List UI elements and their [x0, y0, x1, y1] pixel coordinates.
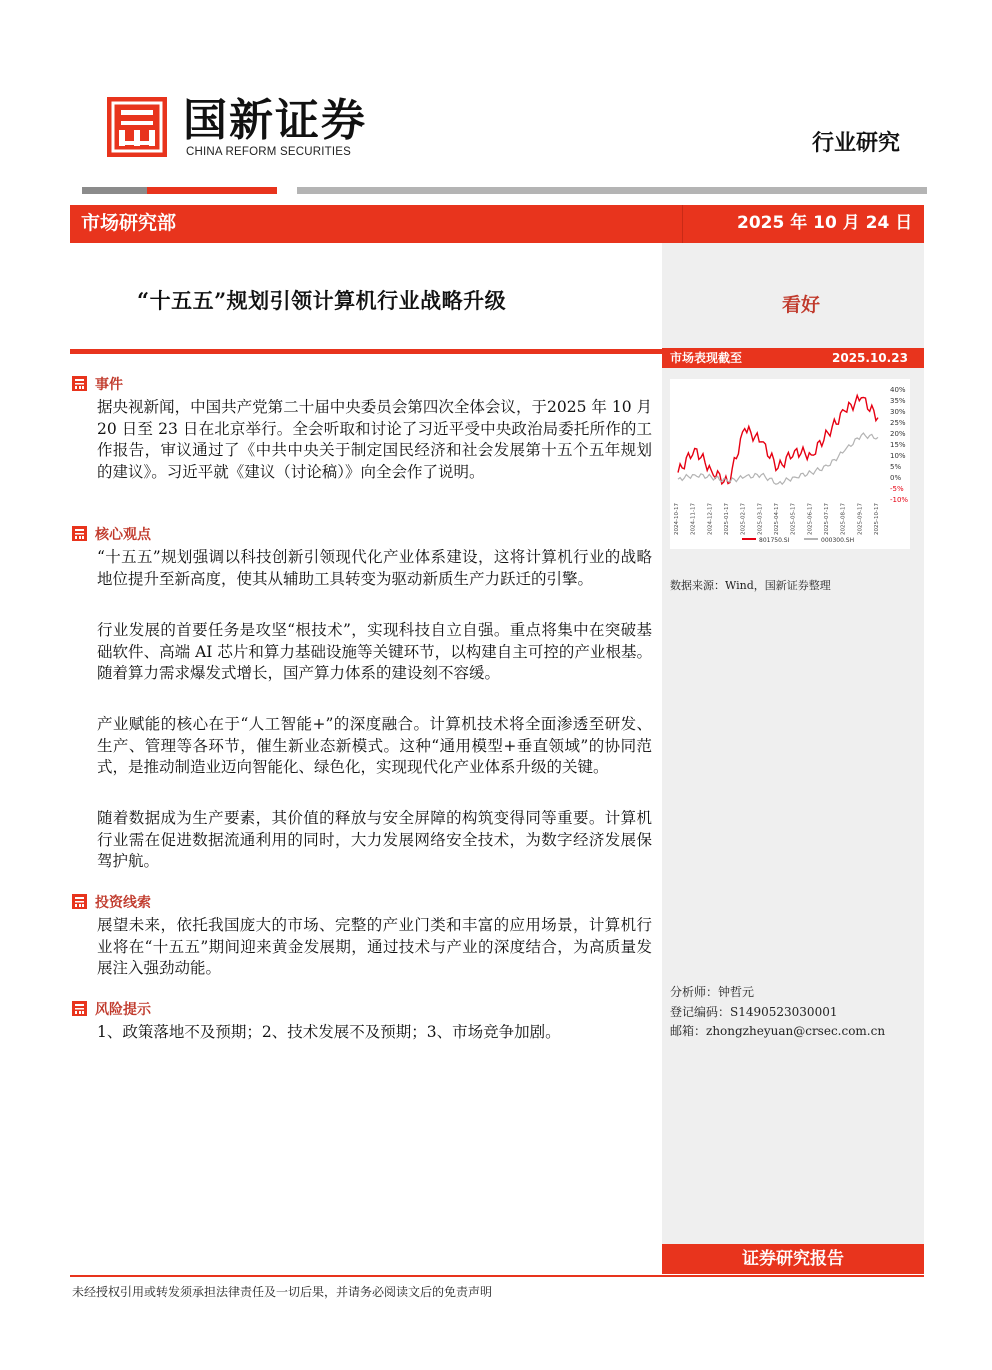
- report-title: “十五五”规划引领计算机行业战略升级: [137, 288, 507, 313]
- x-tick-label: 2024-10-17: [674, 503, 680, 535]
- analyst-name: 分析师：钟哲元: [670, 985, 755, 999]
- section-risk-header: [72, 999, 151, 1019]
- x-tick-label: 2025-03-17: [757, 503, 764, 535]
- core-view-paragraph-4: 随着数据成为生产要素，其价值的释放与安全屏障的构筑变得同等重要。计算机行业需在促进数据流通利用的同时，大力发展网络安全技术，为数字经济发展保驾护航。: [97, 809, 652, 871]
- x-tick-label: 2024-12-17: [707, 503, 714, 535]
- header-band-red: [147, 187, 277, 194]
- logo-chinese: 国新证券: [183, 95, 367, 146]
- section-bullet-icon: [72, 894, 87, 909]
- section-title-event: 事件: [95, 377, 123, 393]
- logo-english: CHINA REFORM SECURITIES: [186, 146, 351, 158]
- footer-divider: [70, 1275, 924, 1277]
- y-tick-label: -5%: [890, 485, 904, 493]
- y-tick-label: 25%: [890, 419, 906, 427]
- y-tick-label: 30%: [890, 408, 906, 416]
- section-title-investment: 投资线索: [95, 895, 151, 911]
- department-label: 市场研究部: [81, 212, 177, 234]
- header-band-grey-left: [82, 187, 147, 194]
- performance-date: 2025.10.23: [832, 351, 908, 365]
- y-tick-label: 0%: [890, 474, 902, 482]
- section-core-header: [72, 524, 151, 544]
- legend-label: 801750.SI: [759, 537, 790, 544]
- x-tick-label: 2025-02-17: [740, 503, 747, 535]
- x-tick-label: 2025-05-17: [790, 503, 797, 535]
- report-type: 行业研究: [812, 130, 901, 156]
- analyst-registration: 登记编码：S1490523030001: [670, 1005, 838, 1019]
- header-band-grey-right: [297, 187, 927, 194]
- y-tick-label: 35%: [890, 397, 906, 405]
- y-tick-label: -10%: [890, 496, 909, 504]
- analyst-email: 邮箱：zhongzheyuan@crsec.com.cn: [670, 1024, 886, 1038]
- x-tick-label: 2025-06-17: [807, 503, 814, 535]
- event-paragraph: 据央视新闻，中国共产党第二十届中央委员会第四次全体会议，于2025 年 10 月 20 日至 23 日在北京举行。全会听取和讨论了习近平受中央政治局委托所作的工作报告，审议通过了《中共中央关于制定国民经济和社会发展第十五个五年规划的建议》。习近平就《建议（讨论稿）》向全会作了说明。: [97, 398, 652, 481]
- x-tick-label: 2025-09-17: [857, 503, 864, 535]
- logo-mark: [107, 97, 167, 157]
- series-line-801750.SI: [678, 395, 878, 484]
- section-event-header: [72, 374, 123, 394]
- x-tick-label: 2025-10-17: [874, 503, 880, 535]
- y-tick-label: 15%: [890, 441, 906, 449]
- performance-label: 市场表现截至: [670, 351, 743, 365]
- section-title-core-view: 核心观点: [95, 527, 151, 543]
- performance-chart: [670, 379, 910, 549]
- section-bullet-icon: [72, 1001, 87, 1016]
- department-bar-divider: [682, 205, 683, 243]
- risk-paragraph: 1、政策落地不及预期；2、技术发展不及预期；3、市场竞争加剧。: [97, 1023, 561, 1041]
- x-tick-label: 2024-11-17: [690, 503, 697, 535]
- investment-paragraph: 展望未来，依托我国庞大的市场、完整的产业门类和丰富的应用场景，计算机行业将在“十五五”期间迎来黄金发展期，通过技术与产业的深度结合，为高质量发展注入强劲动能。: [97, 916, 652, 978]
- section-bullet-icon: [72, 376, 87, 391]
- legend-label: 000300.SH: [821, 537, 855, 544]
- x-tick-label: 2025-01-17: [724, 503, 730, 535]
- footer-tag-label: 证券研究报告: [742, 1249, 844, 1269]
- section-bullet-icon: [72, 526, 87, 541]
- y-tick-label: 5%: [890, 463, 902, 471]
- x-tick-label: 2025-08-17: [840, 503, 847, 535]
- core-view-paragraph-1: “十五五”规划强调以科技创新引领现代化产业体系建设，这将计算机行业的战略地位提升至新高度，使其从辅助工具转变为驱动新质生产力跃迁的引擎。: [97, 548, 652, 588]
- y-tick-label: 40%: [890, 386, 906, 394]
- x-tick-label: 2025-07-17: [824, 503, 830, 535]
- x-tick-label: 2025-04-17: [774, 503, 780, 535]
- section-investment-header: [72, 892, 151, 912]
- rating-label: 看好: [782, 294, 821, 316]
- data-source-note: 数据来源：Wind，国新证券整理: [670, 579, 831, 592]
- series-line-000300.SH: [678, 433, 878, 484]
- section-title-risk: 风险提示: [95, 1002, 151, 1018]
- y-tick-label: 10%: [890, 452, 906, 460]
- title-divider: [70, 349, 662, 354]
- disclaimer: 未经授权引用或转发须承担法律责任及一切后果，并请务必阅读文后的免责声明: [72, 1285, 493, 1299]
- y-tick-label: 20%: [890, 430, 906, 438]
- core-view-paragraph-3: 产业赋能的核心在于“人工智能+”的深度融合。计算机技术将全面渗透至研发、生产、管理等各环节，催生新业态新模式。这种“通用模型+垂直领域”的协同范式，是推动制造业迈向智能化、绿色化，实现现代化产业体系升级的关键。: [97, 715, 652, 777]
- core-view-paragraph-2: 行业发展的首要任务是攻坚“根技术”，实现科技自立自强。重点将集中在突破基础软件、高端 AI 芯片和算力基础设施等关键环节，以构建自主可控的产业根基。随着算力需求爆发式增长，国产算力体系的建设刻不容缓。: [97, 621, 652, 683]
- report-date: 2025 年 10 月 24 日: [737, 213, 913, 233]
